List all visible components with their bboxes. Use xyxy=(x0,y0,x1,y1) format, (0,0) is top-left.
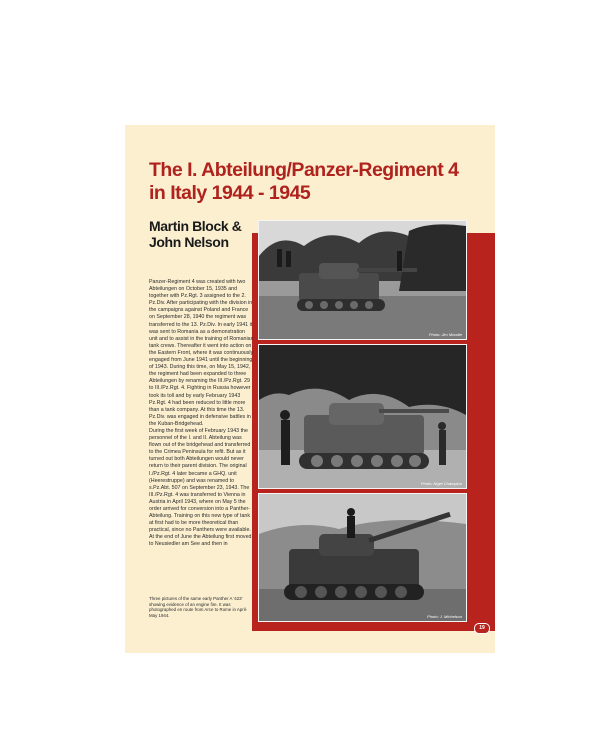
tank-photo-2 xyxy=(258,344,467,489)
magazine-page xyxy=(125,125,495,653)
title-line-1: The I. Abteilung/Panzer-Regiment 4 xyxy=(149,159,459,181)
tank-photo-3 xyxy=(258,493,467,622)
body-paragraph-2: During the first week of February 1943 the personnel of the I. and II. Abteilung was flown out of the bridgehead and transferred to the Crimea Peninsula for refit. But as it turned out both Abteilungen would never return to their parent division. The original I./Pz.Rgt. 4 later became a GHQ. unit (Heerestruppe) and was renamed to s.Pz.Abt. 507 on September 23, 1943. The III./Pz.Rgt. 4 was transferred to Vienna in Austria in April 1943, where on May 5 the order arrived for conversion into a Panther-Abteilung. Training on this new type of tank at first had to be more theoretical than practical, since no Panthers were available. At the end of June the Abteilung first moved to Neusiedler am See and then in xyxy=(149,427,252,548)
tank-photo-2-image xyxy=(259,345,466,488)
photo-3-credit: Photo: J. Michelson xyxy=(427,614,462,619)
tank-photo-3-image xyxy=(259,494,466,621)
photo-caption: Three pictures of the same early Panther A '423' showing evidence of an engine fire. It was photographed en route from Arce to Rome in April-May 1944. xyxy=(149,596,248,618)
photo-2-credit: Photo: Nigel Champion xyxy=(420,481,462,486)
page-number: 19 xyxy=(474,623,490,634)
tank-photo-1-image xyxy=(259,221,466,339)
author-line-1: Martin Block & xyxy=(149,218,242,234)
article-body xyxy=(149,279,254,549)
article-authors xyxy=(149,218,269,250)
tank-photo-1 xyxy=(258,220,467,340)
article-title xyxy=(149,159,489,205)
title-line-2: in Italy 1944 - 1945 xyxy=(149,182,311,204)
photo-1-credit: Photo: Jim Moodie xyxy=(428,332,462,337)
author-line-2: John Nelson xyxy=(149,234,229,250)
body-paragraph-1: Panzer-Regiment 4 was created with two Abteilungen on October 15, 1935 and together with Pz.Rgt. 3 assigned to the 2. Pz.Div. After participating with the division in the campaigns against Poland and France on September 28, 1940 the regiment was transferred to the 13. Pz.Div. In early 1941 it was sent to Romania as a demonstration unit and to assist in the training of Romanian tank crews. Thereafter it went into action on the Eastern Front, where it was continuously engaged from June 1941 until the beginning of 1943. During this time, on May 15, 1942, the regiment had been expanded to three Abteilungen by renaming the III./Pz.Rgt. 29 to III./Pz.Rgt. 4. Fighting in Russia however took its toll and by early February 1943 Pz.Rgt. 4 had been reduced to little more than a tank company. At this time the 13. Pz.Div. was engaged in defensive battles in the Kuban-Bridgehead. xyxy=(149,279,254,427)
